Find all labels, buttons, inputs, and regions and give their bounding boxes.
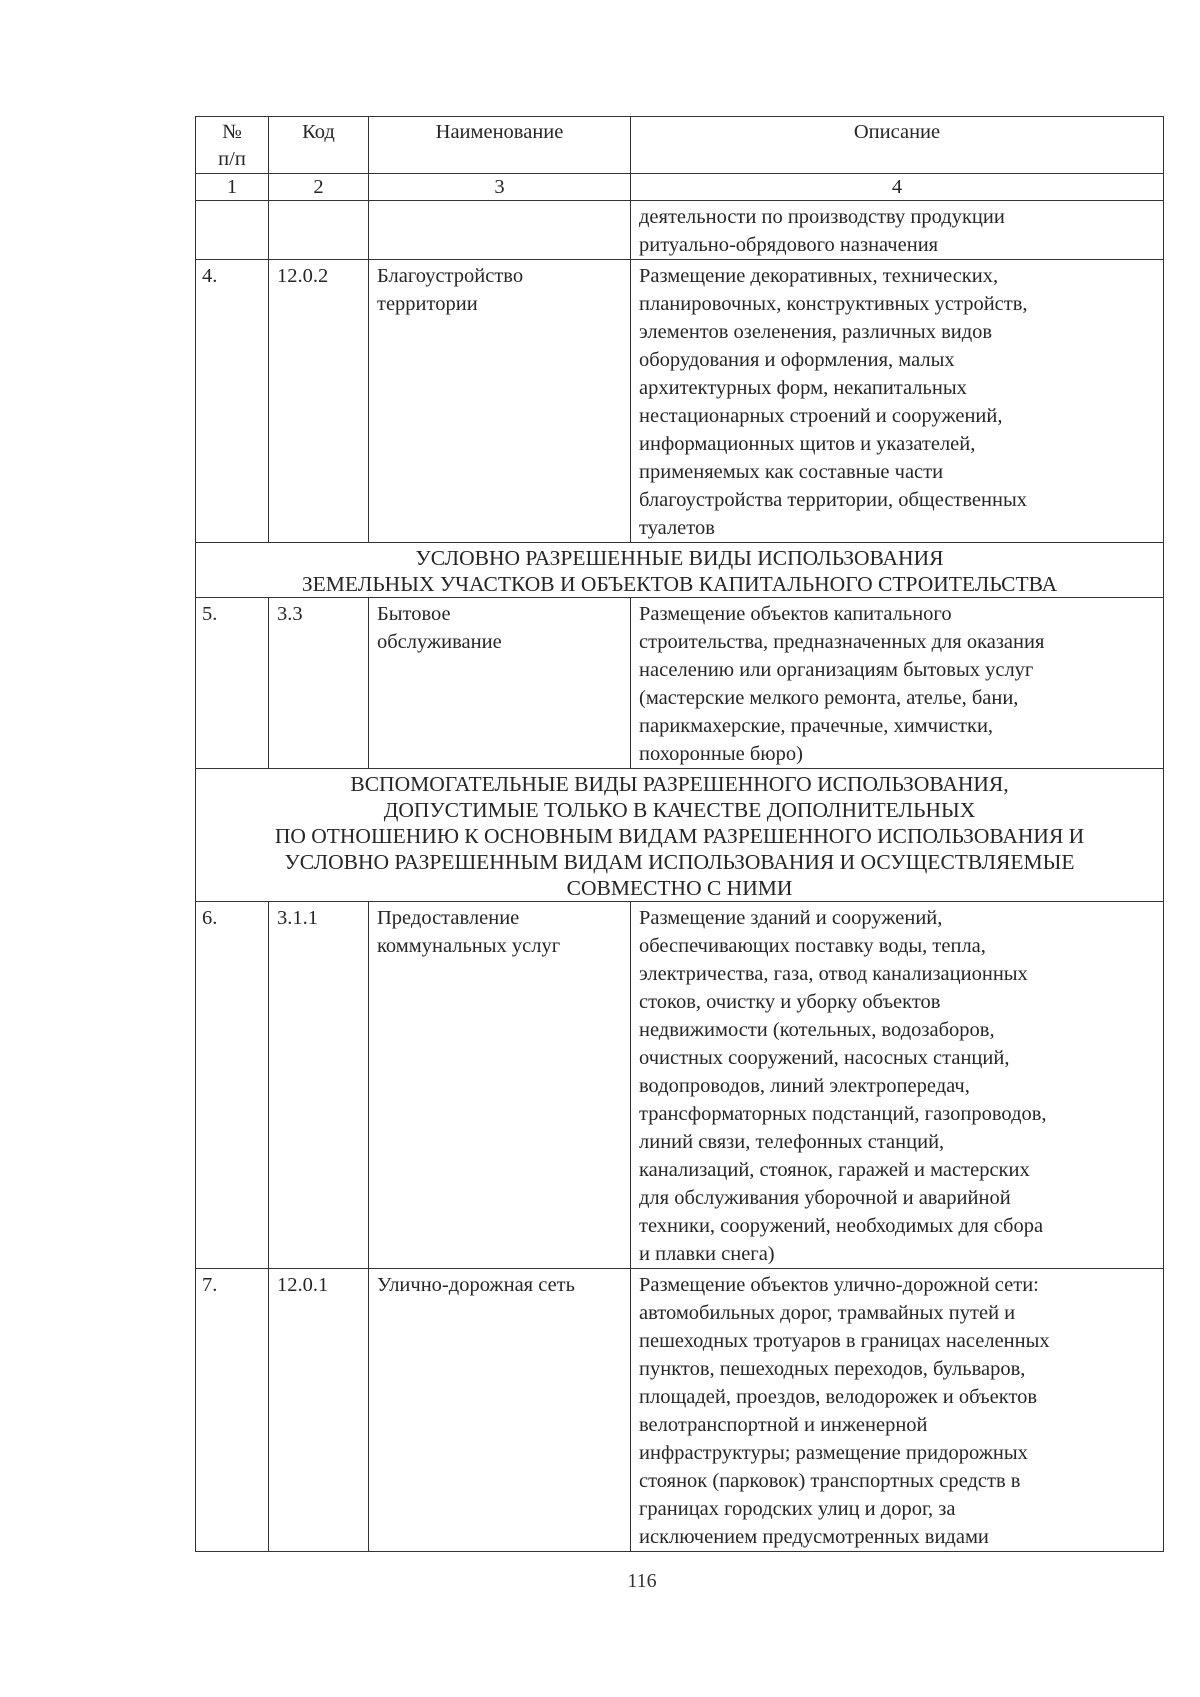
row-name: Предоставление коммунальных услуг [369,902,631,1269]
row-code: 3.3 [269,598,369,769]
header-description: Описание [631,117,1164,174]
column-number: 3 [369,174,631,201]
table-row [196,1269,1164,1552]
row-no: 6. [196,902,269,1269]
section-heading-conditional: УСЛОВНО РАЗРЕШЕННЫЕ ВИДЫ ИСПОЛЬЗОВАНИЯ ЗЕМЕЛЬНЫХ УЧАСТКОВ И ОБЪЕКТОВ КАПИТАЛЬНОГО СТРОИТЕЛЬСТВА [196,543,1164,598]
section-heading-row [196,769,1164,902]
table-row [196,598,1164,769]
row-code: 12.0.2 [269,260,369,543]
row-description: деятельности по производству продукции ритуально-обрядового назначения [631,201,1164,260]
row-name: Бытовое обслуживание [369,598,631,769]
header-name: Наименование [369,117,631,174]
row-description: Размещение объектов улично-дорожной сети: автомобильных дорог, трамвайных путей и пешеходных тротуаров в границах населенных пунктов, пешеходных переходов, бульваров, площадей, проездов, велодорожек и объектов велотранспортной и инженерной инфраструктуры; размещение придорожных стоянок (парковок) транспортных средств в границах городских улиц и дорог, за исключением предусмотренных видами [631,1269,1164,1552]
row-name [369,201,631,260]
row-code [269,201,369,260]
row-no: 7. [196,1269,269,1552]
row-code: 12.0.1 [269,1269,369,1552]
column-number: 1 [196,174,269,201]
row-no: 5. [196,598,269,769]
header-code: Код [269,117,369,174]
row-no [196,201,269,260]
page-number: 116 [627,1570,657,1592]
row-description: Размещение зданий и сооружений, обеспечивающих поставку воды, тепла, электричества, газа, отвод канализационных стоков, очистку и уборку объектов недвижимости (котельных, водозаборов, очистных сооружений, насосных станций, водопроводов, линий электропередач, трансформаторных подстанций, газопроводов, линий связи, телефонных станций, канализаций, стоянок, гаражей и мастерских для обслуживания уборочной и аварийной техники, сооружений, необходимых для сбора и плавки снега) [631,902,1164,1269]
row-description: Размещение объектов капитального строительства, предназначенных для оказания населению или организациям бытовых услуг (мастерские мелкого ремонта, ателье, бани, парикмахерские, прачечные, химчистки, похоронные бюро) [631,598,1164,769]
table-row [196,201,1164,260]
section-heading-auxiliary: ВСПОМОГАТЕЛЬНЫЕ ВИДЫ РАЗРЕШЕННОГО ИСПОЛЬЗОВАНИЯ, ДОПУСТИМЫЕ ТОЛЬКО В КАЧЕСТВЕ ДОПОЛНИТЕЛЬНЫХ ПО ОТНОШЕНИЮ К ОСНОВНЫМ ВИДАМ РАЗРЕШЕННОГО ИСПОЛЬЗОВАНИЯ И УСЛОВНО РАЗРЕШЕННЫМ ВИДАМ ИСПОЛЬЗОВАНИЯ И ОСУЩЕСТВЛЯЕМЫЕ СОВМЕСТНО С НИМИ [196,769,1164,902]
table-row [196,902,1164,1269]
row-code: 3.1.1 [269,902,369,1269]
header-no: № п/п [196,117,269,174]
table-row [196,260,1164,543]
row-name: Благоустройство территории [369,260,631,543]
row-description: Размещение декоративных, технических, планировочных, конструктивных устройств, элементов озеленения, различных видов оборудования и оформления, малых архитектурных форм, некапитальных нестационарных строений и сооружений, информационных щитов и указателей, применяемых как составные части благоустройства территории, общественных туалетов [631,260,1164,543]
row-no: 4. [196,260,269,543]
column-number: 2 [269,174,369,201]
land-use-table [195,116,1164,1552]
header-row [196,117,1164,174]
row-name: Улично-дорожная сеть [369,1269,631,1552]
section-heading-row [196,543,1164,598]
column-number: 4 [631,174,1164,201]
column-number-row [196,174,1164,201]
